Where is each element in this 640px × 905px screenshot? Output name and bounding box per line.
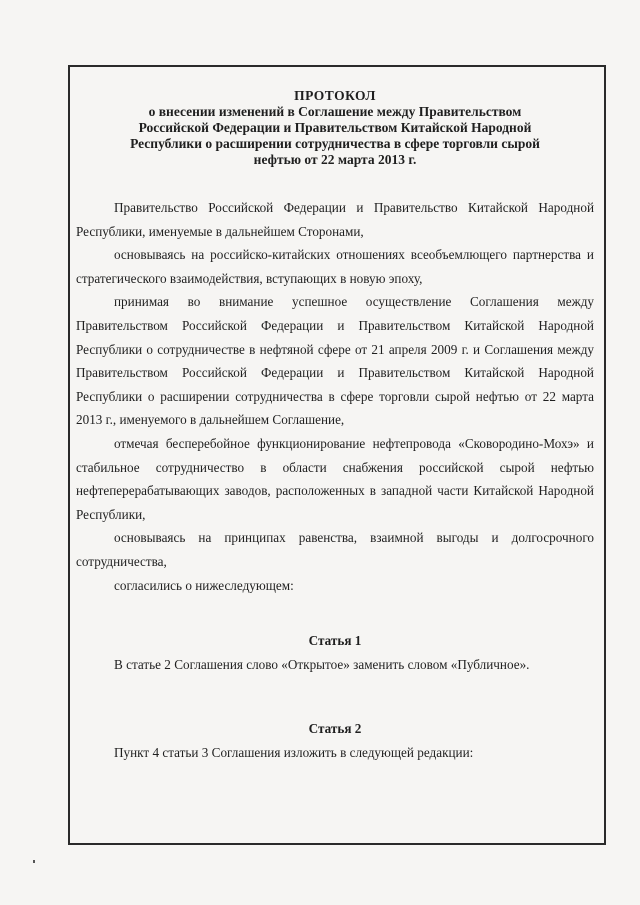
article-text: В статье 2 Соглашения слово «Открытое» заменить словом «Публичное».	[114, 657, 530, 673]
preamble-paragraph: основываясь на принципах равенства, взаимной выгоды и долгосрочного сотрудничества,	[76, 530, 594, 569]
preamble-paragraph: отмечая бесперебойное функционирование нефтепровода «Сковородино-Мохэ» и стабильное сотрудничество в области снабжения российской сырой нефтью нефтеперерабатывающих заводов, расположенных в западной части Китайской Народной Республики,	[76, 435, 594, 522]
title-line: Республики о расширении сотрудничества в сфере торговли сырой	[130, 136, 540, 151]
scan-speck	[33, 860, 35, 863]
article-text: Пункт 4 статьи 3 Соглашения изложить в следующей редакции:	[114, 744, 474, 760]
title-heading: ПРОТОКОЛ	[294, 88, 376, 103]
article-title: Статья 2	[308, 720, 362, 736]
title-line: о внесении изменений в Соглашение между Правительством	[148, 104, 522, 119]
preamble-paragraph: согласились о нижеследующем:	[114, 577, 294, 593]
title-line: Российской Федерации и Правительством Китайской Народной	[138, 120, 532, 135]
preamble-paragraph: принимая во внимание успешное осуществление Соглашения между Правительством Российской Федерации и Правительством Китайской Народной Республики о сотрудничестве в нефтяной сфере от 21 апреля 2009 г. и Соглашения между Правительством Российской Федерации и Правительством Китайской Народной Республики о расширении сотрудничества в сфере торговли сырой нефтью от 22 марта 2013 г., именуемого в дальнейшем Соглашение,	[76, 294, 594, 428]
document-title	[76, 88, 594, 168]
title-line: нефтью от 22 марта 2013 г.	[253, 152, 417, 167]
document-body	[76, 196, 594, 764]
article-title: Статья 1	[308, 633, 362, 649]
preamble-paragraph: основываясь на российско-китайских отношениях всеобъемлющего партнерства и стратегического взаимодействия, вступающих в новую эпоху,	[76, 247, 594, 286]
preamble-paragraph: Правительство Российской Федерации и Правительство Китайской Народной Республики, именуемые в дальнейшем Сторонами,	[76, 200, 594, 239]
document-content	[76, 88, 594, 764]
